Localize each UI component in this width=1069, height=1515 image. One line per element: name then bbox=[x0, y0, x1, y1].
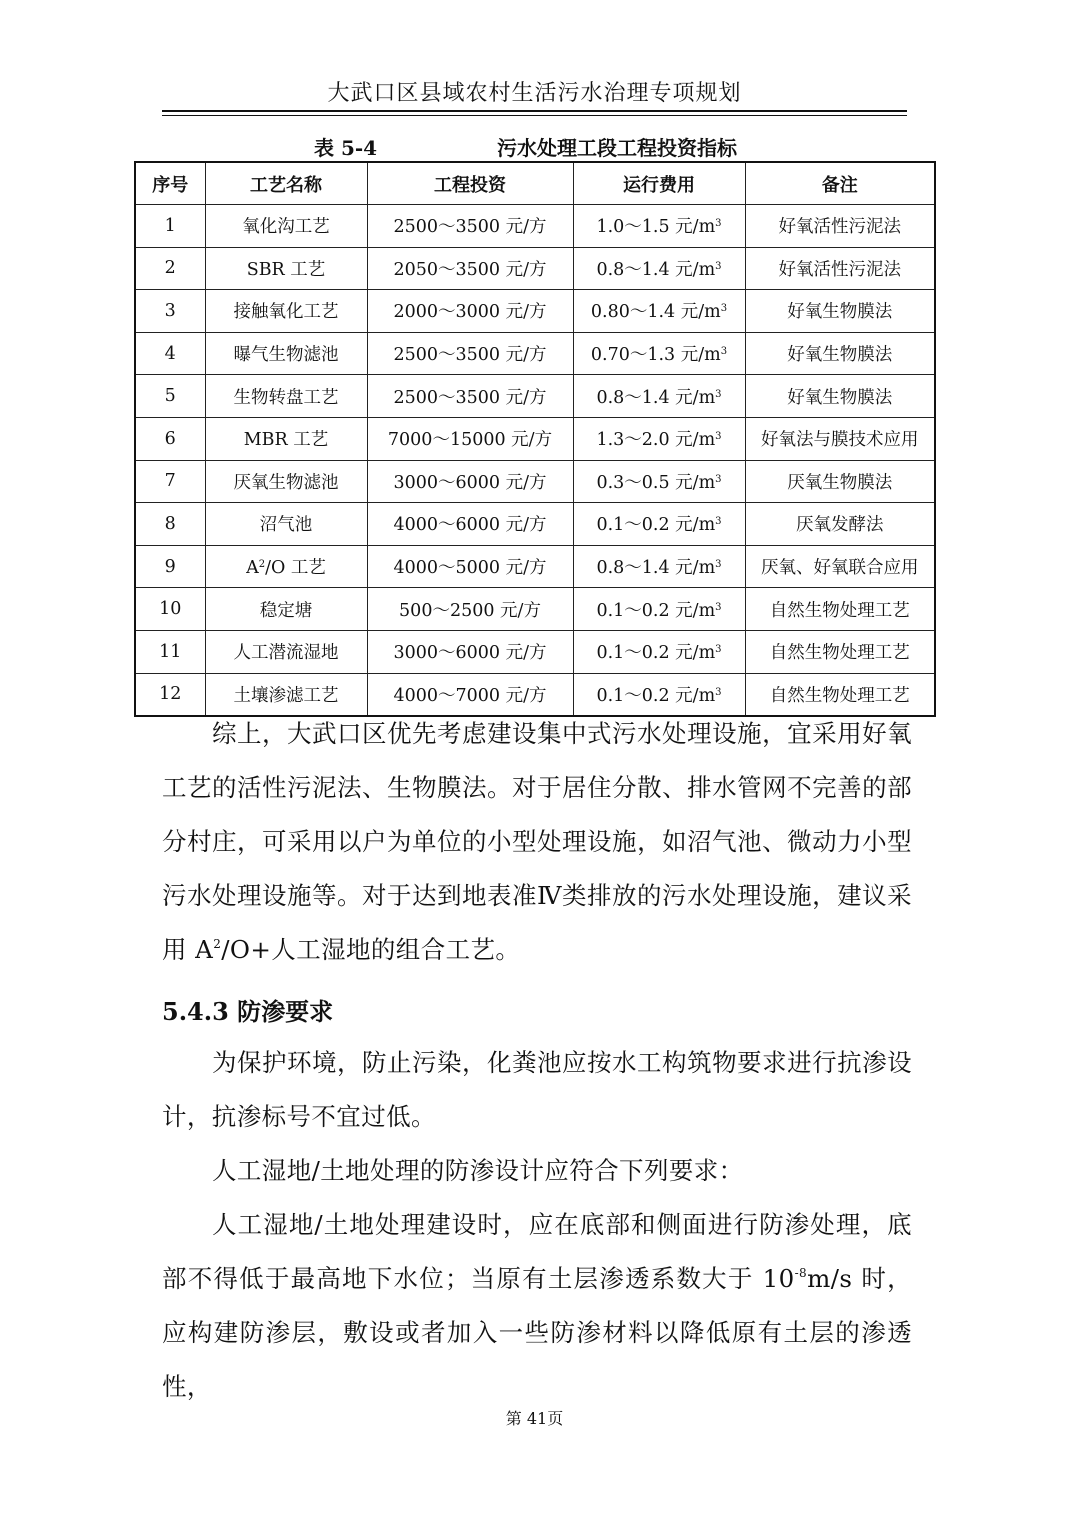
cell-investment: 3000～6000 元/方 bbox=[367, 630, 573, 673]
cell-operating-cost: 0.3～0.5 元$/m^3$ bbox=[573, 460, 745, 503]
table-row bbox=[135, 545, 935, 588]
paragraph-wetland-requirements bbox=[162, 1198, 912, 1414]
cell-investment: 4000～7000 元/方 bbox=[367, 673, 573, 716]
table-row bbox=[135, 588, 935, 631]
table-header-row bbox=[135, 162, 935, 205]
summary-paragraph bbox=[162, 707, 912, 977]
cell-operating-cost: 1.3～2.0 元$/m^3$ bbox=[573, 417, 745, 460]
table-row bbox=[135, 375, 935, 418]
p3-superscript: -8 bbox=[794, 1266, 808, 1280]
investment-table bbox=[134, 161, 936, 717]
summary-block bbox=[162, 707, 912, 977]
cell-operating-cost: 1.0～1.5 元$/m^3$ bbox=[573, 205, 745, 248]
table-row bbox=[135, 205, 935, 248]
cell-investment: 500～2500 元/方 bbox=[367, 588, 573, 631]
summary-superscript: 2 bbox=[213, 937, 222, 951]
cell-remarks: 好氧生物膜法 bbox=[745, 332, 935, 375]
cell-process-name: 沼气池 bbox=[205, 503, 367, 546]
table-row bbox=[135, 417, 935, 460]
cell-no: 5 bbox=[135, 375, 205, 418]
cell-no: 3 bbox=[135, 290, 205, 333]
col-header-remarks: 备注 bbox=[745, 162, 935, 205]
cell-remarks: 厌氧发酵法 bbox=[745, 503, 935, 546]
cell-no: 4 bbox=[135, 332, 205, 375]
cell-no: 7 bbox=[135, 460, 205, 503]
cell-process-name: 曝气生物滤池 bbox=[205, 332, 367, 375]
cell-remarks: 好氧法与膜技术应用 bbox=[745, 417, 935, 460]
summary-text-b: /O+人工湿地的组合工艺。 bbox=[221, 935, 521, 964]
cell-operating-cost: 0.1～0.2 元$/m^3$ bbox=[573, 588, 745, 631]
cell-no: 1 bbox=[135, 205, 205, 248]
table-row bbox=[135, 503, 935, 546]
cell-investment: 3000～6000 元/方 bbox=[367, 460, 573, 503]
cell-process-name: MBR 工艺 bbox=[205, 417, 367, 460]
table-body bbox=[135, 205, 935, 717]
cell-investment: 2500～3500 元/方 bbox=[367, 375, 573, 418]
col-header-process: 工艺名称 bbox=[205, 162, 367, 205]
table-row bbox=[135, 630, 935, 673]
cell-remarks: 厌氧生物膜法 bbox=[745, 460, 935, 503]
cell-investment: 2000～3000 元/方 bbox=[367, 290, 573, 333]
cell-investment: 7000～15000 元/方 bbox=[367, 417, 573, 460]
p3-text-b: m/s 时，应构建防渗层，敷设或者加入一些防渗材料以降低原有土层的渗透性， bbox=[162, 1264, 912, 1401]
cell-investment: 2500～3500 元/方 bbox=[367, 205, 573, 248]
table-row bbox=[135, 290, 935, 333]
cell-remarks: 自然生物处理工艺 bbox=[745, 588, 935, 631]
cell-operating-cost: 0.8～1.4 元$/m^3$ bbox=[573, 375, 745, 418]
cell-operating-cost: 0.70～1.3 元$/m^3$ bbox=[573, 332, 745, 375]
running-header: 大武口区县域农村生活污水治理专项规划 bbox=[327, 81, 742, 106]
col-header-operating-cost: 运行费用 bbox=[573, 162, 745, 205]
cell-remarks: 好氧生物膜法 bbox=[745, 290, 935, 333]
summary-text-a: 综上，大武口区优先考虑建设集中式污水处理设施，宜采用好氧工艺的活性污泥法、生物膜法。对于居住分散、排水管网不完善的部分村庄，可采用以户为单位的小型处理设施，如沼气池、微动力小型污水处理设施等。对于达到地表准Ⅳ类排放的污水处理设施，建议采用 A bbox=[162, 719, 912, 964]
table-row bbox=[135, 460, 935, 503]
cell-remarks: 好氧活性污泥法 bbox=[745, 247, 935, 290]
header-rule-thin bbox=[162, 115, 907, 116]
cell-investment: 2500～3500 元/方 bbox=[367, 332, 573, 375]
cell-process-name: 生物转盘工艺 bbox=[205, 375, 367, 418]
p3-text-a: 人工湿地/土地处理建设时，应在底部和侧面进行防渗处理，底部不得低于最高地下水位；当原有土层渗透系数大于 10 bbox=[162, 1210, 912, 1293]
col-header-no: 序号 bbox=[135, 162, 205, 205]
cell-investment: 4000～6000 元/方 bbox=[367, 503, 573, 546]
cell-process-name: 稳定塘 bbox=[205, 588, 367, 631]
table-row bbox=[135, 332, 935, 375]
cell-remarks: 自然生物处理工艺 bbox=[745, 630, 935, 673]
cell-investment: 4000～5000 元/方 bbox=[367, 545, 573, 588]
cell-process-name: 接触氧化工艺 bbox=[205, 290, 367, 333]
cell-remarks: 自然生物处理工艺 bbox=[745, 673, 935, 716]
cell-process-name: 人工潜流湿地 bbox=[205, 630, 367, 673]
table-row bbox=[135, 247, 935, 290]
cell-no: 12 bbox=[135, 673, 205, 716]
cell-operating-cost: 0.8～1.4 元$/m^3$ bbox=[573, 545, 745, 588]
cell-no: 10 bbox=[135, 588, 205, 631]
paragraph-anti-seepage-intro: 为保护环境，防止污染，化粪池应按水工构筑物要求进行抗渗设计，抗渗标号不宜过低。 bbox=[162, 1048, 912, 1131]
cell-operating-cost: 0.1～0.2 元$/m^3$ bbox=[573, 630, 745, 673]
cell-process-name: $A^2/O$ 工艺 bbox=[205, 545, 367, 588]
cell-no: 6 bbox=[135, 417, 205, 460]
page-number: 第 41页 bbox=[505, 1409, 564, 1428]
paragraph-requirements-lead: 人工湿地/土地处理的防渗设计应符合下列要求： bbox=[212, 1156, 744, 1185]
cell-process-name: SBR 工艺 bbox=[205, 247, 367, 290]
cell-remarks: 好氧生物膜法 bbox=[745, 375, 935, 418]
cell-remarks: 厌氧、好氧联合应用 bbox=[745, 545, 935, 588]
cell-no: 8 bbox=[135, 503, 205, 546]
cell-process-name: 氧化沟工艺 bbox=[205, 205, 367, 248]
cell-operating-cost: 0.8～1.4 元$/m^3$ bbox=[573, 247, 745, 290]
cell-operating-cost: 0.1～0.2 元$/m^3$ bbox=[573, 503, 745, 546]
cell-operating-cost: 0.1～0.2 元$/m^3$ bbox=[573, 673, 745, 716]
cell-no: 11 bbox=[135, 630, 205, 673]
table-title: 污水处理工段工程投资指标 bbox=[497, 136, 737, 160]
cell-process-name: 土壤渗滤工艺 bbox=[205, 673, 367, 716]
cell-remarks: 好氧活性污泥法 bbox=[745, 205, 935, 248]
col-header-investment: 工程投资 bbox=[367, 162, 573, 205]
section-heading: 5.4.3 防渗要求 bbox=[162, 997, 334, 1026]
cell-no: 2 bbox=[135, 247, 205, 290]
cell-no: 9 bbox=[135, 545, 205, 588]
cell-investment: 2050～3500 元/方 bbox=[367, 247, 573, 290]
cell-process-name: 厌氧生物滤池 bbox=[205, 460, 367, 503]
header-rule-thick bbox=[162, 110, 907, 112]
table-number: 表 5-4 bbox=[314, 136, 378, 160]
cell-operating-cost: 0.80～1.4 元$/m^3$ bbox=[573, 290, 745, 333]
section-body bbox=[162, 1036, 912, 1414]
